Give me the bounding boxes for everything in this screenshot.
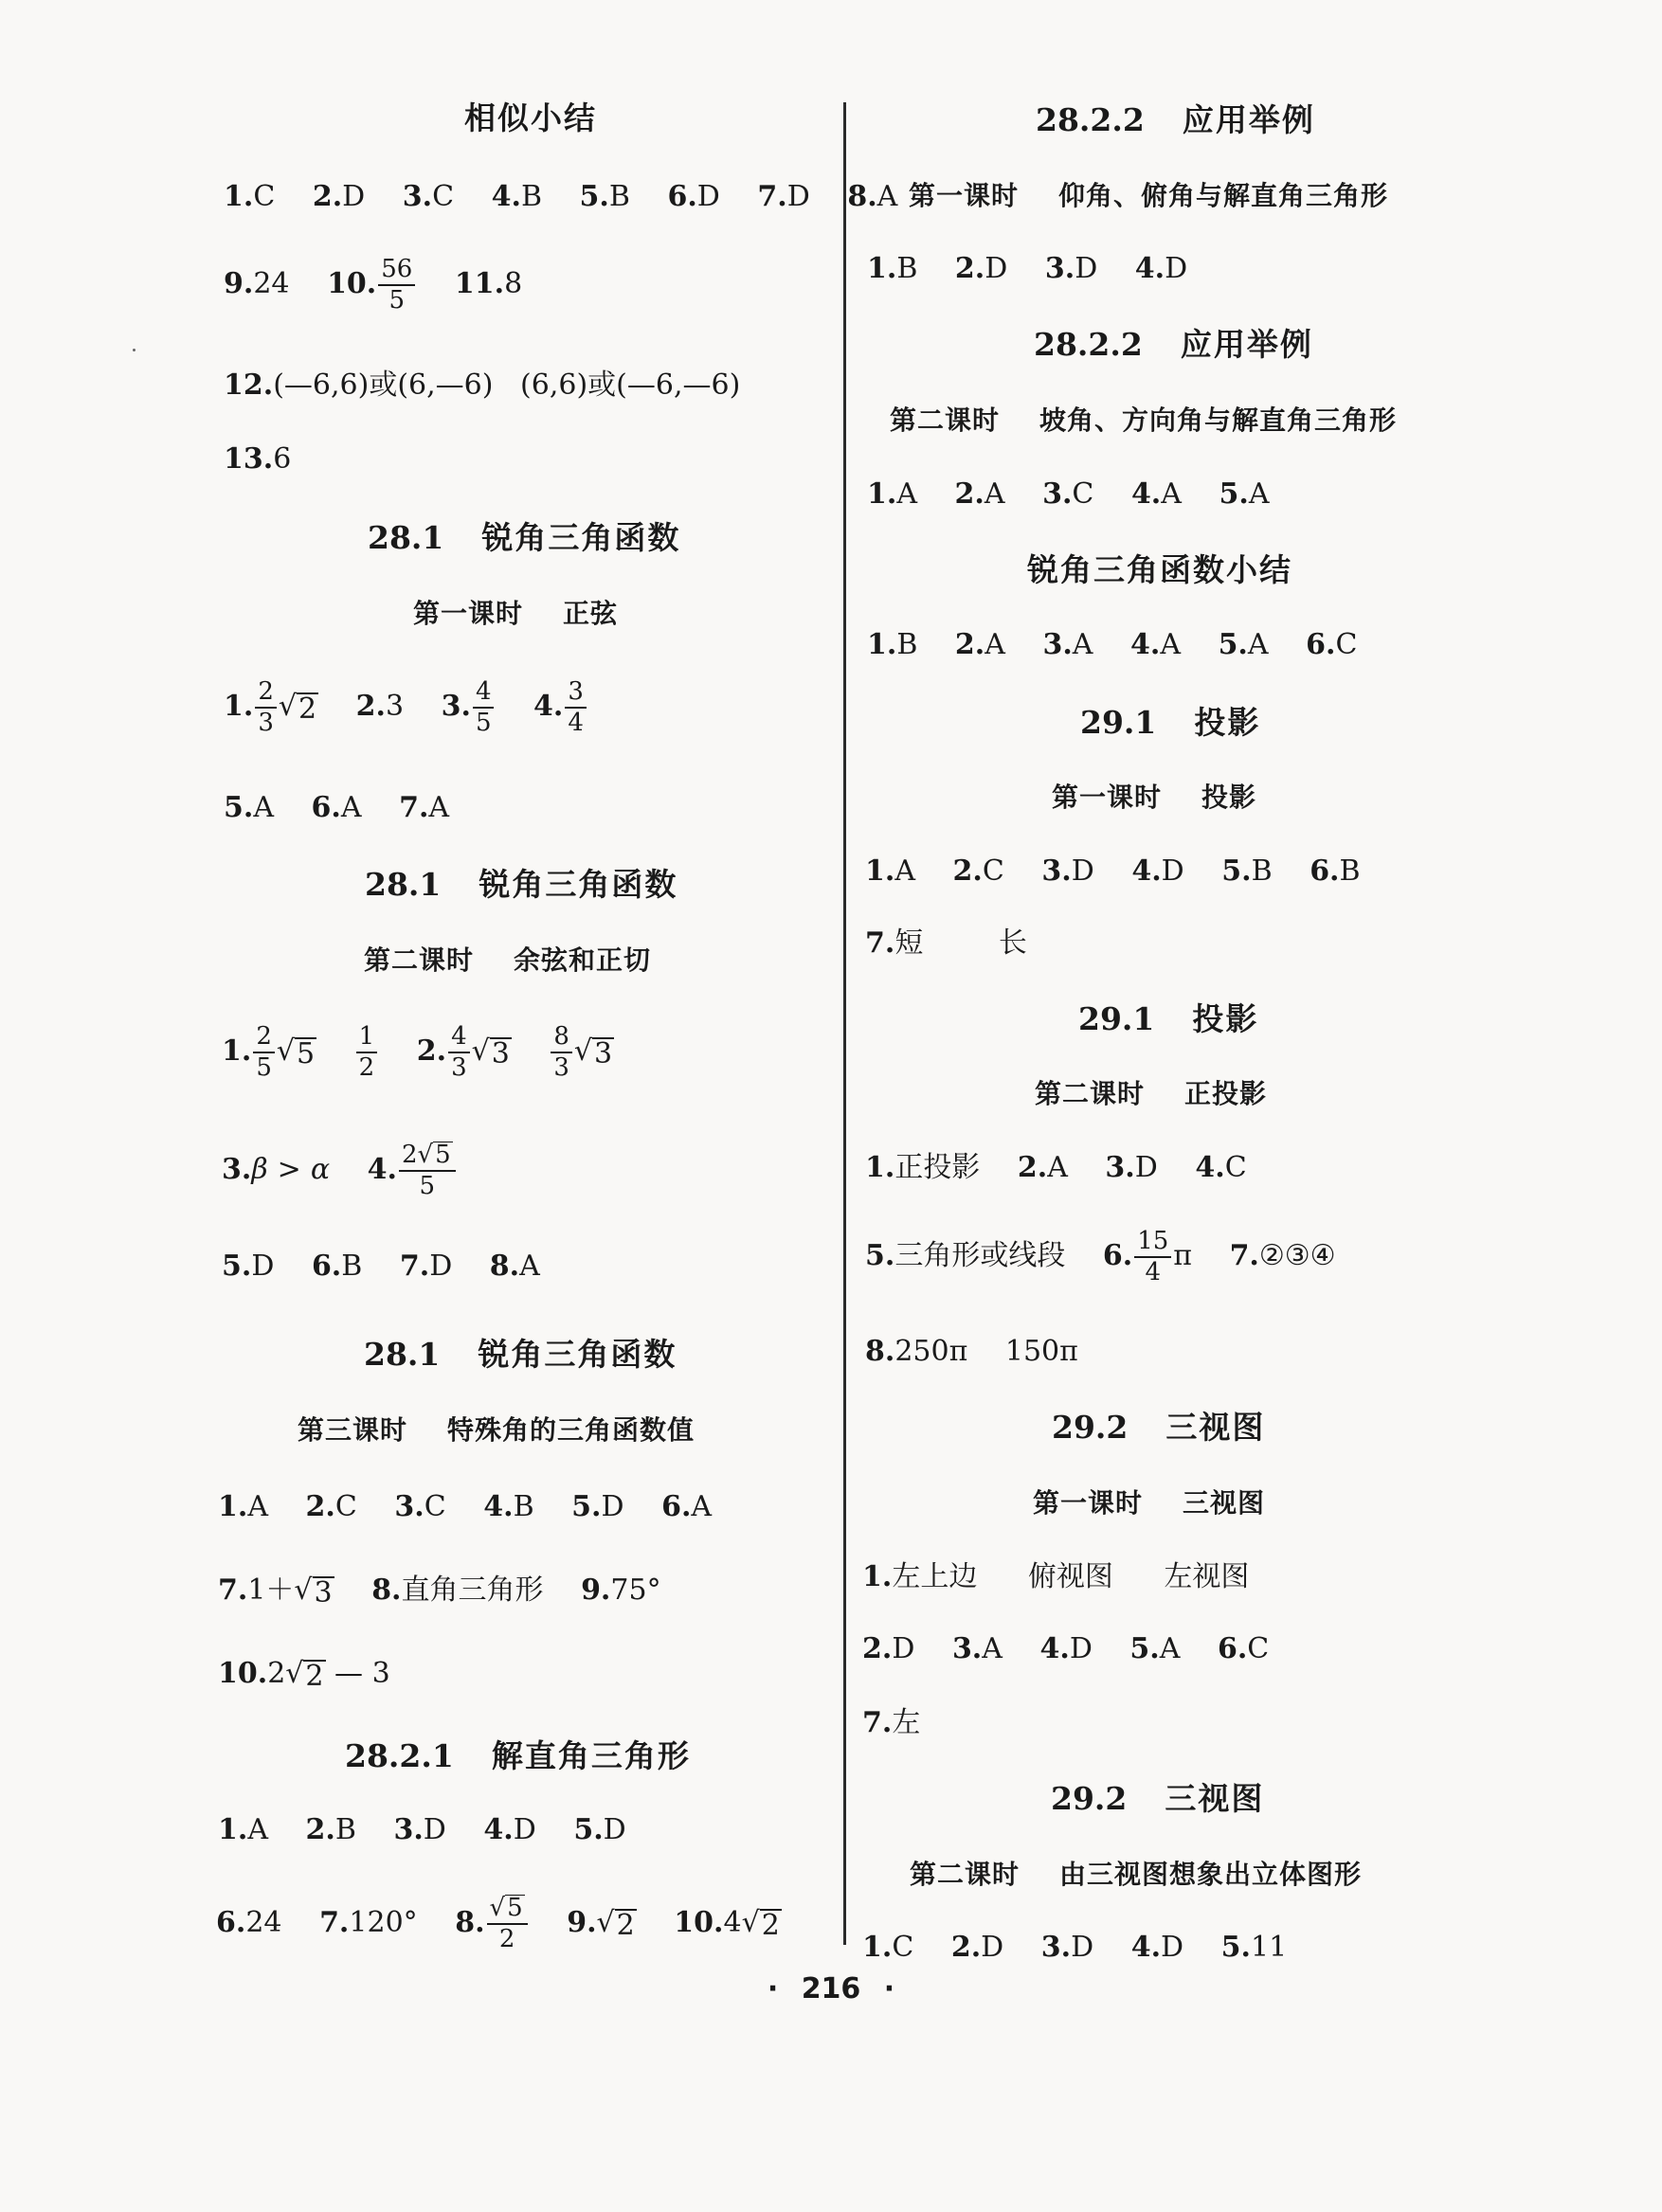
radical: √ 3	[573, 1034, 613, 1071]
answer-item: 4.B	[491, 180, 542, 213]
answer-line	[867, 252, 1188, 285]
fraction: $\frac{15}{4}$	[1134, 1228, 1171, 1286]
lesson-title: 第一课时 三视图	[1033, 1487, 1266, 1519]
answer-line	[222, 1252, 540, 1281]
answer-item: 9.24	[224, 267, 290, 301]
answer-item: 4.A	[1130, 628, 1182, 661]
answer-item: 10.4 √ 2	[674, 1906, 780, 1943]
answer-item: 4.C	[1195, 1151, 1247, 1184]
section-title: 28.2.1 解直角三角形	[345, 1737, 691, 1774]
section-title: 29.1 投影	[1078, 1000, 1259, 1037]
answer-line	[862, 1632, 1270, 1665]
radical: √ 3	[471, 1034, 510, 1071]
radical: √ 5	[489, 1894, 523, 1922]
answer-item: 3.D	[1044, 252, 1098, 285]
section-title	[464, 99, 597, 136]
answer-item: 3.D	[1105, 1151, 1158, 1184]
answer-line	[865, 1228, 1336, 1286]
answer-item: 6.B	[1310, 854, 1361, 888]
lesson-title: 第一课时 仰角、俯角与解直角三角形	[909, 180, 1389, 211]
answer-line	[865, 1151, 1247, 1184]
answer-item: 7.A	[399, 791, 450, 824]
answer-line	[224, 442, 292, 476]
section-title: 29.2 三视图	[1052, 1409, 1266, 1446]
answer-item: 长	[998, 926, 1027, 960]
answer-item: 1. $\frac{2}{5}$ √ 5	[222, 1022, 316, 1083]
answer-item: 2.D	[862, 1632, 915, 1665]
lesson-title: 第二课时 由三视图想象出立体图形	[910, 1859, 1363, 1890]
answer-item: 4.D	[483, 1813, 536, 1846]
answer-item: 13.6	[224, 442, 292, 476]
radical: √ 5	[417, 1141, 451, 1169]
lesson-title: 第一课时 投影	[1052, 782, 1257, 813]
answer-item: 3. $\frac{4}{5}$	[442, 678, 497, 737]
fraction: $\frac{4}{3}$	[448, 1023, 470, 1082]
answer-item: 9.75°	[581, 1574, 661, 1607]
answer-item: 6.24	[216, 1906, 282, 1940]
answer-item: 6.C	[1217, 1632, 1270, 1665]
answer-item: 5.B	[579, 180, 630, 213]
radical: √ 3	[294, 1574, 333, 1610]
answer-line	[862, 1560, 1250, 1593]
radical: √ 2	[741, 1906, 780, 1943]
answer-item: 1.B	[867, 252, 918, 285]
answer-line	[222, 1023, 614, 1082]
page-number-text: 216	[801, 1972, 861, 2005]
section-title: 28.2.2 应用举例	[1036, 101, 1315, 138]
fraction: $\frac{56}{5}$	[378, 256, 415, 315]
answer-item: 7.D	[757, 180, 810, 213]
answer-item: 1.C	[862, 1931, 914, 1964]
answer-item: 3.C	[394, 1490, 446, 1523]
answer-item: 4.D	[1131, 854, 1184, 888]
answer-item: 7.1＋ √ 3	[218, 1574, 333, 1610]
answer-line	[224, 678, 588, 737]
answer-item: 1.左上边	[862, 1560, 978, 1593]
radical: √ 2	[278, 690, 317, 727]
answer-item: 10. $\frac{56}{5}$	[327, 256, 417, 315]
answer-line	[867, 628, 1358, 661]
answer-item: 5.A	[1219, 477, 1270, 511]
answer-item: 5.三角形或线段	[865, 1239, 1066, 1273]
answer-item: 2.C	[952, 854, 1004, 888]
column-divider	[843, 102, 846, 1945]
answer-item: 3.D	[393, 1813, 446, 1846]
answer-item: 6.A	[311, 791, 362, 824]
answer-item: 4.D	[1134, 252, 1188, 285]
answer-item: 1.A	[865, 854, 915, 888]
section-title: 28.1 锐角三角函数	[365, 866, 678, 903]
answer-item: 3.D	[1040, 1931, 1094, 1964]
answer-line	[224, 371, 740, 400]
answer-item: 1.A	[867, 477, 917, 511]
answer-item: 3.D	[1041, 854, 1094, 888]
answer-item: 5.A	[1129, 1632, 1181, 1665]
answer-item: 5.D	[571, 1490, 624, 1523]
answer-item: 2.B	[305, 1813, 356, 1846]
answer-item: 7.120°	[319, 1906, 418, 1940]
answer-item: 1.C	[224, 180, 276, 213]
answer-line	[224, 791, 450, 824]
answer-line	[862, 1933, 1287, 1962]
fraction: $\frac{4}{5}$	[473, 678, 495, 737]
fraction: $\frac{2}{5}$	[253, 1023, 275, 1082]
answer-item	[354, 1023, 380, 1082]
answer-item: 2.D	[954, 252, 1008, 285]
lesson-title: 第二课时 坡角、方向角与解直角三角形	[890, 405, 1398, 436]
answer-item: 8.A	[489, 1250, 540, 1283]
answer-item: 150π	[1004, 1335, 1078, 1368]
answer-item: 3.β > α	[222, 1153, 331, 1187]
answer-item: 4.B	[483, 1490, 534, 1523]
answer-item: 9. √ 2	[567, 1906, 635, 1943]
answer-item: 5.A	[224, 791, 274, 824]
section-title: 28.1 锐角三角函数	[368, 519, 681, 556]
lesson-title: 第一课时 正弦	[413, 598, 619, 629]
answer-item: 2.C	[305, 1490, 357, 1523]
answer-item: 3.A	[1042, 628, 1093, 661]
section-title: 28.2.2 应用举例	[1034, 326, 1313, 363]
answer-item: 5.D	[222, 1250, 275, 1283]
answer-item: 3.A	[951, 1632, 1003, 1665]
answer-line	[865, 1335, 1078, 1368]
answer-item: 5.D	[573, 1813, 626, 1846]
fraction: 2 √ 5 5	[399, 1142, 456, 1200]
answer-item: 5.A	[1218, 628, 1269, 661]
answer-item: 4. 2 √ 5 5	[368, 1142, 458, 1200]
answer-item: 8.250π	[865, 1335, 968, 1368]
answer-item: 4.A	[1130, 477, 1182, 511]
answer-item: 2.A	[954, 477, 1005, 511]
answer-item: 3.C	[402, 180, 455, 213]
answer-item: 5.11	[1220, 1931, 1288, 1964]
radical: √ 2	[596, 1906, 635, 1943]
answer-item: 7.②③④	[1229, 1239, 1336, 1273]
fraction: $\frac{8}{3}$	[551, 1023, 572, 1082]
answer-item: 6.A	[661, 1490, 713, 1523]
fraction: √ 5 2	[487, 1895, 528, 1953]
section-title: 锐角三角函数小结	[1027, 551, 1292, 588]
page-number	[0, 1972, 1662, 2005]
right-column	[848, 0, 1662, 2212]
answer-item: 7.左	[862, 1706, 921, 1739]
answer-item: 2.D	[950, 1931, 1004, 1964]
answer-item	[549, 1023, 614, 1082]
answer-item: 7.短	[865, 926, 924, 960]
answer-item: 2. $\frac{4}{3}$ √ 3	[416, 1022, 510, 1083]
answer-line	[216, 1895, 782, 1953]
section-title: 29.2 三视图	[1051, 1780, 1265, 1817]
answer-item: 1.A	[218, 1490, 268, 1523]
answer-item: 1.A	[218, 1813, 268, 1846]
answer-item: 6.C	[1306, 628, 1358, 661]
answer-item: 4. $\frac{3}{4}$	[533, 678, 588, 737]
answer-item: 11.8	[454, 267, 523, 301]
answer-line	[224, 256, 522, 315]
answer-line	[862, 1706, 921, 1739]
answer-item: 4.D	[1130, 1931, 1184, 1964]
answer-item: 12.(—6,6)或(6,—6) (6,6)或(—6,—6)	[224, 369, 741, 402]
lesson-title: 第二课时 正投影	[1035, 1078, 1268, 1109]
lesson-title: 第二课时 余弦和正切	[364, 944, 652, 976]
answer-item: 1. $\frac{2}{3}$ √ 2	[224, 677, 317, 738]
answer-item: 8.直角三角形	[371, 1574, 544, 1607]
answer-item: 俯视图	[1027, 1560, 1113, 1593]
answer-item: 1.B	[867, 628, 918, 661]
answer-item: 8. √ 5 2	[455, 1895, 529, 1953]
answer-item: 2.3	[355, 690, 405, 724]
answer-item: 10.2 √ 2 — 3	[218, 1657, 390, 1693]
fraction: $\frac{3}{4}$	[565, 678, 587, 737]
answer-item: 6.B	[311, 1250, 363, 1283]
fraction: $\frac{1}{2}$	[356, 1023, 378, 1082]
answer-line	[218, 1657, 390, 1693]
answer-line	[865, 854, 1361, 888]
answer-item: 1.正投影	[865, 1151, 981, 1184]
answer-line	[218, 1576, 661, 1609]
fraction: $\frac{2}{3}$	[255, 678, 277, 737]
radical: √ 5	[276, 1034, 316, 1071]
section-title: 28.1 锐角三角函数	[364, 1336, 677, 1373]
answer-line	[222, 1142, 458, 1200]
answer-item: 3.C	[1042, 477, 1094, 511]
answer-item: 4.D	[1039, 1632, 1093, 1665]
radical: √ 2	[285, 1657, 324, 1693]
answer-item: 左视图	[1164, 1560, 1250, 1593]
answer-item: 7.D	[399, 1250, 453, 1283]
answer-item: 6.D	[667, 180, 720, 213]
page-number-dot-left: ·	[767, 1972, 779, 2005]
page-number-dot-right: ·	[883, 1972, 895, 2005]
answer-line	[865, 926, 1027, 960]
answer-line	[224, 180, 898, 213]
answer-item: 2.A	[954, 628, 1005, 661]
section-title: 29.1 投影	[1080, 704, 1261, 741]
section-title-text: 相似小结	[464, 99, 597, 136]
answer-line	[218, 1490, 713, 1523]
answer-item: 2.A	[1017, 1151, 1068, 1184]
answer-line	[218, 1813, 626, 1846]
answer-line	[867, 477, 1270, 511]
answer-item: 6. $\frac{15}{4}$ π	[1102, 1227, 1193, 1287]
answer-item: 8.A	[847, 180, 898, 213]
answer-item: 2.D	[312, 180, 366, 213]
lesson-title: 第三课时 特殊角的三角函数值	[298, 1414, 696, 1446]
answer-item: 5.B	[1221, 854, 1273, 888]
